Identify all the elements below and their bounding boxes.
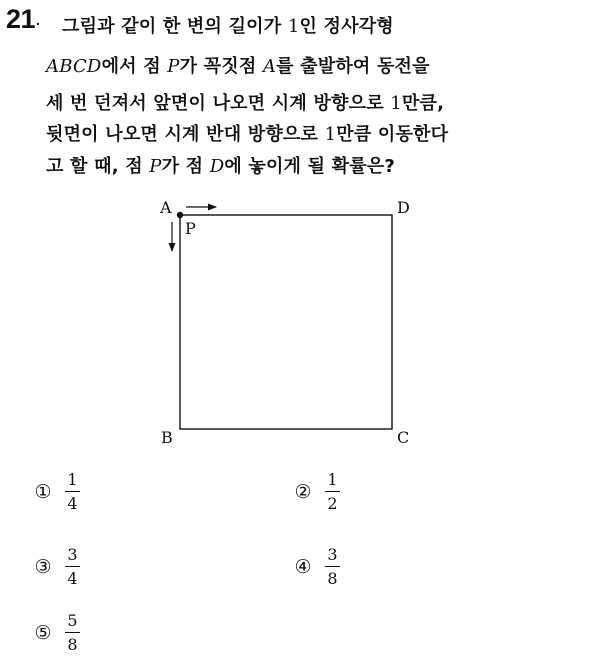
fraction-bar — [325, 566, 340, 567]
question-text-line-3: 세 번 던져서 앞면이 나오면 시계 방향으로 1만큼, — [46, 93, 445, 114]
choice-4-fraction — [325, 546, 340, 588]
choice-3[interactable] — [32, 546, 80, 588]
choice-2-denominator: 2 — [327, 494, 338, 513]
fraction-bar — [65, 632, 80, 633]
choice-1-numerator: 1 — [67, 470, 78, 489]
choice-3-numerator: 3 — [67, 545, 78, 564]
fraction-bar — [65, 491, 80, 492]
choice-5[interactable] — [32, 612, 80, 654]
choice-3-fraction — [65, 546, 80, 588]
choice-1-denominator: 4 — [67, 494, 78, 513]
choice-3-denominator: 4 — [67, 569, 78, 588]
point-label-p: P — [185, 219, 196, 238]
choice-4-numerator: 3 — [327, 545, 338, 564]
choice-1-fraction — [65, 471, 80, 513]
choice-5-denominator: 8 — [67, 635, 78, 654]
choice-5-fraction — [65, 612, 80, 654]
choice-3-mark: ③ — [34, 556, 52, 578]
question-text-line-1: 그림과 같이 한 변의 길이가 1인 정사각형 — [62, 16, 394, 37]
choice-2[interactable] — [292, 471, 340, 513]
vertex-label-c: C — [397, 428, 410, 447]
question-text-line-4: 뒷면이 나오면 시계 반대 방향으로 1만큼 이동한다 — [46, 124, 449, 145]
question-text-line-2: ABCD에서 점 P가 꼭짓점 A를 출발하여 동전을 — [46, 56, 430, 77]
fraction-bar — [65, 566, 80, 567]
choice-2-mark: ② — [294, 481, 312, 503]
vertex-label-a: A — [160, 198, 172, 217]
choice-5-numerator: 5 — [67, 611, 78, 630]
choice-1[interactable] — [32, 471, 80, 513]
choice-1-mark: ① — [34, 481, 52, 503]
question-number: 21. — [6, 4, 40, 34]
choice-4[interactable] — [292, 546, 340, 588]
choice-2-numerator: 1 — [327, 470, 338, 489]
choice-4-denominator: 8 — [327, 569, 338, 588]
question-text-line-5: 고 할 때, 점 P가 점 D에 놓이게 될 확률은? — [46, 156, 396, 177]
choice-2-fraction — [325, 471, 340, 513]
vertex-label-b: B — [161, 428, 173, 447]
point-p-dot — [177, 212, 183, 218]
fraction-bar — [325, 491, 340, 492]
square-abcd — [180, 215, 392, 429]
choice-5-mark: ⑤ — [34, 622, 52, 644]
vertex-label-d: D — [397, 198, 410, 217]
choice-4-mark: ④ — [294, 556, 312, 578]
